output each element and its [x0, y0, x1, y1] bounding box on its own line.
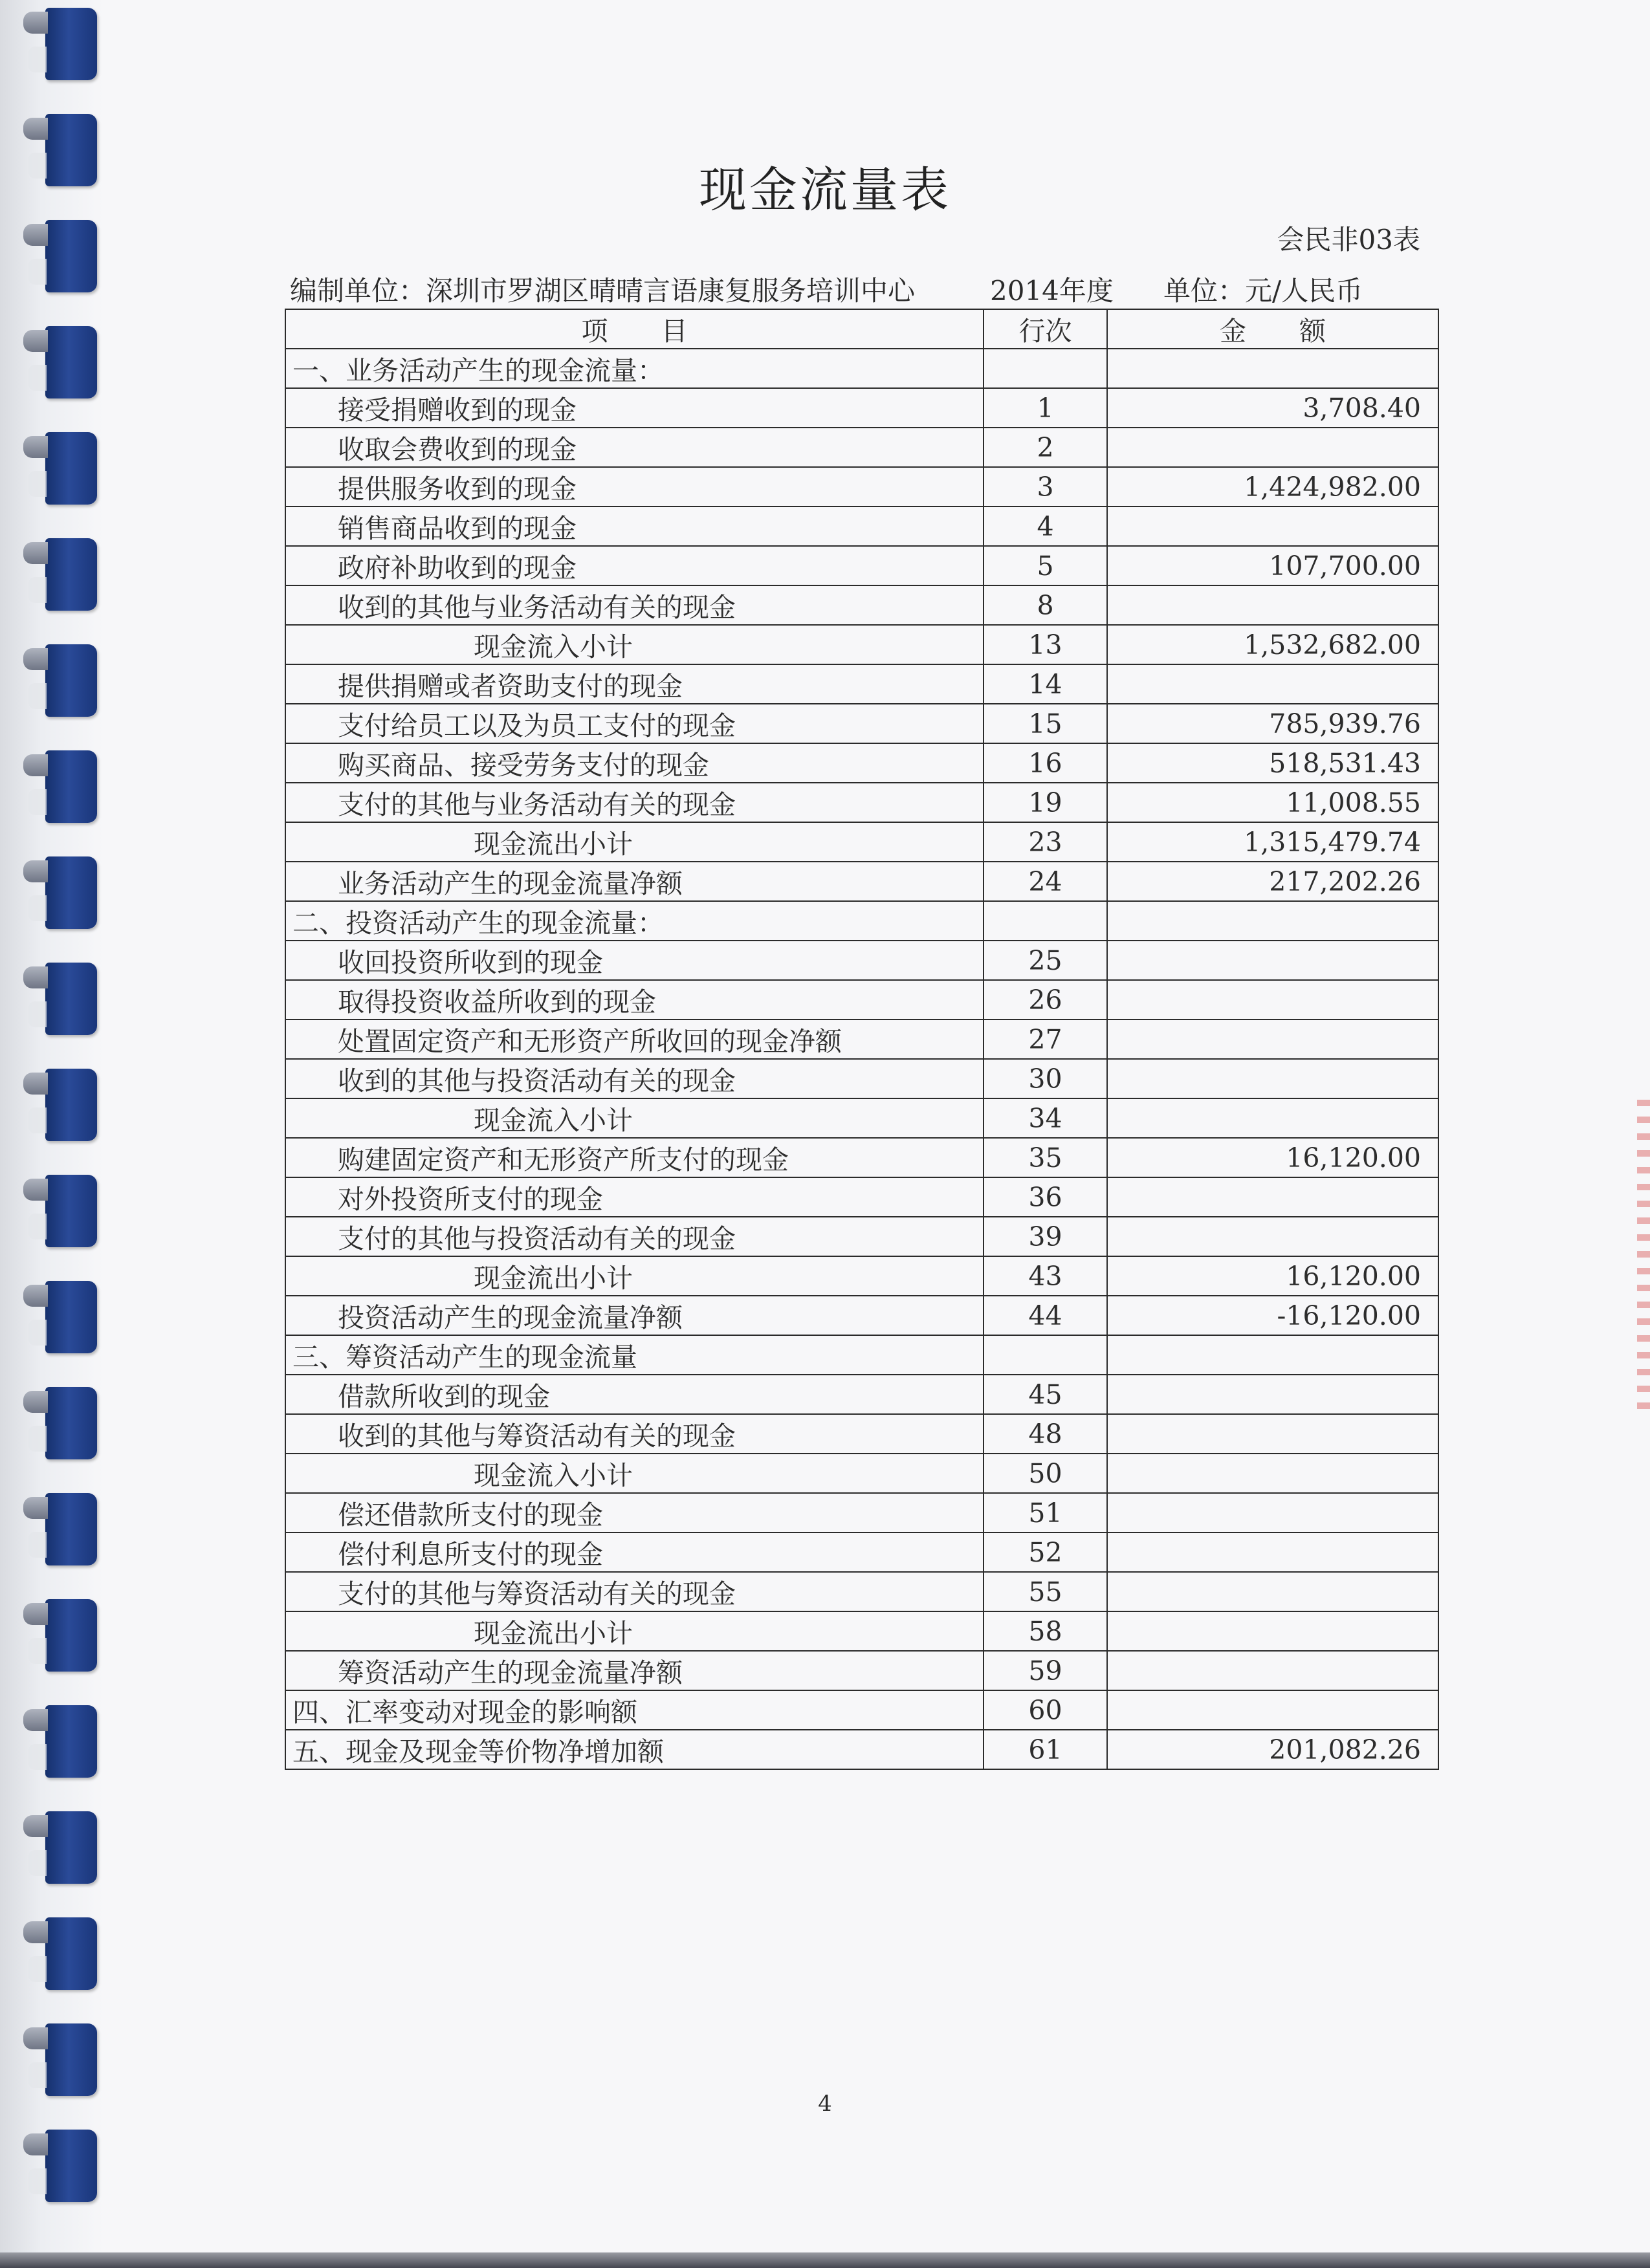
row-amount — [1107, 1177, 1438, 1217]
row-line-number: 45 — [984, 1375, 1107, 1414]
row-item-label: 销售商品收到的现金 — [285, 507, 984, 546]
table-row — [285, 1532, 1438, 1572]
row-item-label: 现金流出小计 — [285, 822, 984, 862]
row-line-number: 52 — [984, 1532, 1107, 1572]
binding-ring — [45, 750, 97, 823]
row-line-number: 34 — [984, 1098, 1107, 1138]
row-line-number: 16 — [984, 743, 1107, 783]
row-amount: 785,939.76 — [1107, 704, 1438, 743]
row-amount — [1107, 1493, 1438, 1532]
row-line-number: 13 — [984, 625, 1107, 664]
row-amount — [1107, 585, 1438, 625]
binding-ring — [45, 963, 97, 1035]
row-amount — [1107, 1572, 1438, 1611]
row-line-number: 43 — [984, 1256, 1107, 1296]
table-header-row — [285, 309, 1438, 349]
binding-ring — [45, 644, 97, 717]
table-row — [285, 664, 1438, 704]
binding-ring — [45, 1387, 97, 1459]
row-item-label: 五、现金及现金等价物净增加额 — [285, 1730, 984, 1769]
row-amount — [1107, 1414, 1438, 1454]
period-label: 2014年度 — [990, 275, 1114, 307]
table-row — [285, 349, 1438, 388]
table-row — [285, 1177, 1438, 1217]
red-stamp-edge — [1637, 1100, 1650, 1410]
row-amount: 518,531.43 — [1107, 743, 1438, 783]
row-line-number: 36 — [984, 1177, 1107, 1217]
row-item-label: 一、业务活动产生的现金流量： — [285, 349, 984, 388]
row-item-label: 支付的其他与筹资活动有关的现金 — [285, 1572, 984, 1611]
row-line-number: 19 — [984, 783, 1107, 822]
row-line-number: 50 — [984, 1454, 1107, 1493]
row-item-label: 支付给员工以及为员工支付的现金 — [285, 704, 984, 743]
row-line-number: 55 — [984, 1572, 1107, 1611]
table-row — [285, 1651, 1438, 1690]
binding-ring — [45, 1175, 97, 1247]
cash-flow-table — [285, 309, 1439, 1770]
binding-ring — [45, 1281, 97, 1353]
table-row — [285, 1375, 1438, 1414]
table-row — [285, 1335, 1438, 1375]
row-line-number: 26 — [984, 980, 1107, 1020]
row-amount — [1107, 428, 1438, 467]
row-item-label: 三、筹资活动产生的现金流量 — [285, 1335, 984, 1375]
table-row — [285, 1217, 1438, 1256]
organization-label: 编制单位：深圳市罗湖区晴晴言语康复服务培训中心 — [290, 275, 916, 307]
binding-ring — [45, 538, 97, 611]
binding-ring — [45, 432, 97, 505]
row-amount — [1107, 1532, 1438, 1572]
row-line-number — [984, 901, 1107, 941]
row-line-number: 23 — [984, 822, 1107, 862]
row-amount — [1107, 1098, 1438, 1138]
document-title: 现金流量表 — [699, 162, 951, 218]
row-line-number — [984, 349, 1107, 388]
row-amount: 16,120.00 — [1107, 1256, 1438, 1296]
row-item-label: 借款所收到的现金 — [285, 1375, 984, 1414]
row-amount — [1107, 1020, 1438, 1059]
row-item-label: 收回投资所收到的现金 — [285, 941, 984, 980]
row-item-label: 提供捐赠或者资助支付的现金 — [285, 664, 984, 704]
row-amount — [1107, 507, 1438, 546]
column-header-item: 项 目 — [285, 309, 984, 349]
form-code: 会民非03表 — [1277, 224, 1420, 256]
row-line-number: 3 — [984, 467, 1107, 507]
row-item-label: 购建固定资产和无形资产所支付的现金 — [285, 1138, 984, 1177]
row-line-number: 30 — [984, 1059, 1107, 1098]
row-item-label: 收取会费收到的现金 — [285, 428, 984, 467]
table-row — [285, 1098, 1438, 1138]
row-line-number: 24 — [984, 862, 1107, 901]
table-row — [285, 1730, 1438, 1769]
page-bottom-edge — [0, 2252, 1650, 2268]
row-amount — [1107, 664, 1438, 704]
row-amount — [1107, 901, 1438, 941]
row-amount — [1107, 1375, 1438, 1414]
page-number: 4 — [818, 2091, 832, 2117]
row-line-number — [984, 1335, 1107, 1375]
binding-ring — [45, 856, 97, 929]
row-item-label: 现金流出小计 — [285, 1611, 984, 1651]
row-item-label: 四、汇率变动对现金的影响额 — [285, 1690, 984, 1730]
row-item-label: 业务活动产生的现金流量净额 — [285, 862, 984, 901]
row-item-label: 投资活动产生的现金流量净额 — [285, 1296, 984, 1335]
binding-ring — [45, 1705, 97, 1778]
row-line-number: 61 — [984, 1730, 1107, 1769]
row-line-number: 2 — [984, 428, 1107, 467]
binding-ring — [45, 1599, 97, 1672]
row-amount — [1107, 1690, 1438, 1730]
table-row — [285, 507, 1438, 546]
row-item-label: 收到的其他与业务活动有关的现金 — [285, 585, 984, 625]
binding-ring — [45, 1069, 97, 1141]
row-amount: 1,424,982.00 — [1107, 467, 1438, 507]
column-header-amount: 金 额 — [1107, 309, 1438, 349]
table-row — [285, 941, 1438, 980]
row-line-number: 51 — [984, 1493, 1107, 1532]
row-item-label: 筹资活动产生的现金流量净额 — [285, 1651, 984, 1690]
row-amount: 11,008.55 — [1107, 783, 1438, 822]
table-row — [285, 1059, 1438, 1098]
row-line-number: 1 — [984, 388, 1107, 428]
row-amount — [1107, 1454, 1438, 1493]
binding-ring — [45, 8, 97, 80]
table-row — [285, 822, 1438, 862]
row-amount — [1107, 1651, 1438, 1690]
row-amount — [1107, 1059, 1438, 1098]
row-amount: 1,532,682.00 — [1107, 625, 1438, 664]
row-item-label: 支付的其他与业务活动有关的现金 — [285, 783, 984, 822]
row-amount — [1107, 1611, 1438, 1651]
row-item-label: 政府补助收到的现金 — [285, 546, 984, 585]
table-row — [285, 1020, 1438, 1059]
table-row — [285, 901, 1438, 941]
row-amount — [1107, 1335, 1438, 1375]
table-row — [285, 1690, 1438, 1730]
row-amount — [1107, 980, 1438, 1020]
row-item-label: 购买商品、接受劳务支付的现金 — [285, 743, 984, 783]
row-item-label: 现金流入小计 — [285, 1098, 984, 1138]
row-item-label: 处置固定资产和无形资产所收回的现金净额 — [285, 1020, 984, 1059]
row-item-label: 收到的其他与投资活动有关的现金 — [285, 1059, 984, 1098]
table-row — [285, 704, 1438, 743]
row-item-label: 对外投资所支付的现金 — [285, 1177, 984, 1217]
binding-ring — [45, 1493, 97, 1565]
row-line-number: 4 — [984, 507, 1107, 546]
table-row — [285, 1493, 1438, 1532]
table-row — [285, 1572, 1438, 1611]
row-item-label: 接受捐赠收到的现金 — [285, 388, 984, 428]
row-amount: 1,315,479.74 — [1107, 822, 1438, 862]
currency-label: 单位：元/人民币 — [1163, 275, 1363, 307]
row-item-label: 支付的其他与投资活动有关的现金 — [285, 1217, 984, 1256]
row-item-label: 提供服务收到的现金 — [285, 467, 984, 507]
row-line-number: 5 — [984, 546, 1107, 585]
table-row — [285, 1296, 1438, 1335]
row-line-number: 27 — [984, 1020, 1107, 1059]
row-amount: 3,708.40 — [1107, 388, 1438, 428]
row-item-label: 收到的其他与筹资活动有关的现金 — [285, 1414, 984, 1454]
row-line-number: 8 — [984, 585, 1107, 625]
row-amount — [1107, 1217, 1438, 1256]
row-amount: 217,202.26 — [1107, 862, 1438, 901]
row-line-number: 59 — [984, 1651, 1107, 1690]
row-line-number: 15 — [984, 704, 1107, 743]
row-amount — [1107, 941, 1438, 980]
table-row — [285, 585, 1438, 625]
binding-ring — [45, 2130, 97, 2202]
row-item-label: 现金流入小计 — [285, 1454, 984, 1493]
table-row — [285, 1256, 1438, 1296]
table-row — [285, 743, 1438, 783]
row-item-label: 偿付利息所支付的现金 — [285, 1532, 984, 1572]
binding-ring — [45, 2023, 97, 2096]
table-row — [285, 546, 1438, 585]
row-amount: -16,120.00 — [1107, 1296, 1438, 1335]
binding-ring — [45, 1811, 97, 1884]
table-row — [285, 388, 1438, 428]
table-row — [285, 625, 1438, 664]
row-line-number: 25 — [984, 941, 1107, 980]
table-row — [285, 467, 1438, 507]
table-row — [285, 1414, 1438, 1454]
table-row — [285, 428, 1438, 467]
row-line-number: 39 — [984, 1217, 1107, 1256]
row-line-number: 14 — [984, 664, 1107, 704]
table-row — [285, 1611, 1438, 1651]
table-row — [285, 783, 1438, 822]
row-item-label: 二、投资活动产生的现金流量： — [285, 901, 984, 941]
row-amount — [1107, 349, 1438, 388]
binding-ring — [45, 1917, 97, 1990]
row-line-number: 60 — [984, 1690, 1107, 1730]
row-line-number: 58 — [984, 1611, 1107, 1651]
row-line-number: 44 — [984, 1296, 1107, 1335]
row-item-label: 取得投资收益所收到的现金 — [285, 980, 984, 1020]
row-line-number: 35 — [984, 1138, 1107, 1177]
table-row — [285, 1138, 1438, 1177]
row-amount: 16,120.00 — [1107, 1138, 1438, 1177]
spiral-binding — [0, 0, 104, 2268]
row-amount: 107,700.00 — [1107, 546, 1438, 585]
row-amount: 201,082.26 — [1107, 1730, 1438, 1769]
binding-ring — [45, 326, 97, 398]
report-header — [290, 270, 1403, 306]
table-row — [285, 980, 1438, 1020]
table-row — [285, 1454, 1438, 1493]
table-row — [285, 862, 1438, 901]
binding-ring — [45, 220, 97, 292]
row-item-label: 偿还借款所支付的现金 — [285, 1493, 984, 1532]
row-line-number: 48 — [984, 1414, 1107, 1454]
column-header-line: 行次 — [984, 309, 1107, 349]
row-item-label: 现金流入小计 — [285, 625, 984, 664]
row-item-label: 现金流出小计 — [285, 1256, 984, 1296]
